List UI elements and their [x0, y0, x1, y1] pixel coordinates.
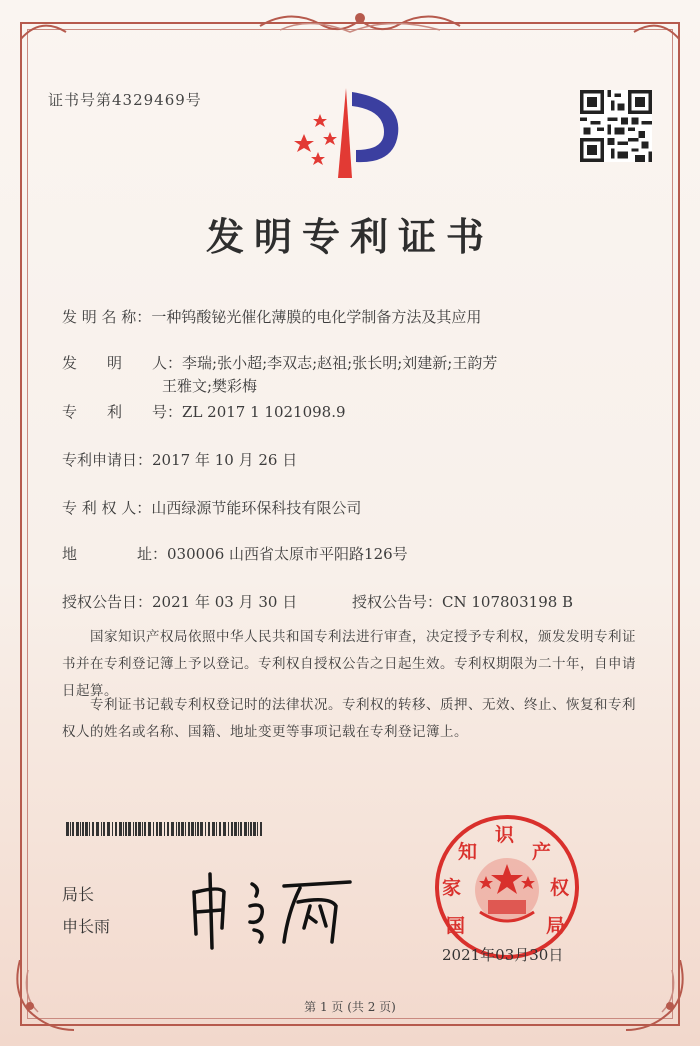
grant-date-value: 2021 年 03 月 30 日 — [152, 593, 298, 611]
barcode-icon — [66, 822, 262, 836]
top-ornament — [20, 6, 680, 46]
inventor-label: 发 明 人： — [62, 354, 183, 372]
patent-office-emblem — [290, 82, 410, 182]
seal-char-1: 家 — [442, 877, 462, 899]
seal-char-6: 局 — [546, 915, 566, 937]
official-seal — [422, 812, 592, 962]
director-title: 局长 — [62, 885, 95, 904]
grant-date-label: 授权公告日： — [62, 593, 153, 611]
page-title: 发明专利证书 — [205, 214, 494, 259]
address-value: 030006 山西省太原市平阳路126号 — [167, 545, 408, 563]
patentee-value: 山西绿源节能环保科技有限公司 — [151, 499, 362, 517]
grant-number-value: CN 107803198 B — [442, 593, 574, 611]
inventor-value-line1: 李瑞;张小超;李双志;赵祖;张长明;刘建新;王韵芳 — [182, 354, 498, 372]
address-row — [62, 543, 408, 564]
grant-number-row — [352, 591, 573, 612]
patentee-label: 专 利 权 人： — [62, 499, 152, 517]
seal-char-0: 国 — [446, 915, 466, 937]
filing-date-value: 2017 年 10 月 26 日 — [152, 451, 298, 469]
qr-code-icon — [580, 90, 652, 162]
filing-date-label: 专利申请日： — [62, 451, 153, 469]
invention-name-row — [62, 306, 481, 327]
seal-char-5: 权 — [550, 877, 570, 899]
seal-char-3: 识 — [495, 824, 515, 846]
director-name: 申长雨 — [62, 917, 111, 936]
filing-date-row — [62, 449, 297, 470]
page-footer: 第 1 页 (共 2 页) — [304, 1000, 396, 1014]
invention-name-label: 发 明 名 称： — [62, 308, 152, 326]
seal-char-4: 产 — [532, 841, 552, 863]
inventor-row — [62, 352, 497, 373]
certificate-number: 证书号第4329469号 — [48, 91, 202, 109]
inventor-value-line2: 王雅文;樊彩梅 — [162, 377, 258, 395]
seal-char-2: 知 — [458, 841, 478, 863]
grant-number-label: 授权公告号： — [352, 593, 443, 611]
patent-number-row — [62, 401, 346, 422]
inventor-row-continued — [162, 375, 257, 396]
address-label: 地 址： — [62, 545, 168, 563]
legal-paragraph-2: 专利证书记载专利权登记时的法律状况。专利权的转移、质押、无效、终止、恢复和专利权人的姓名或名称、国籍、地址变更等事项记载在专利登记簿上。 — [62, 697, 636, 740]
legal-paragraph-1: 国家知识产权局依照中华人民共和国专利法进行审查，决定授予专利权，颁发发明专利证书并在专利登记簿上予以登记。专利权自授权公告之日起生效。专利权期限为二十年，自申请日起算。 — [62, 629, 636, 699]
patentee-row — [62, 497, 361, 518]
grant-date-row — [62, 591, 297, 612]
patent-number-value: ZL 2017 1 1021098.9 — [182, 403, 346, 421]
patent-number-label: 专 利 号： — [62, 403, 183, 421]
seal-date: 2021年03月30日 — [442, 946, 564, 964]
director-signature — [180, 862, 370, 952]
invention-name-value: 一种钨酸铋光催化薄膜的电化学制备方法及其应用 — [151, 308, 482, 326]
